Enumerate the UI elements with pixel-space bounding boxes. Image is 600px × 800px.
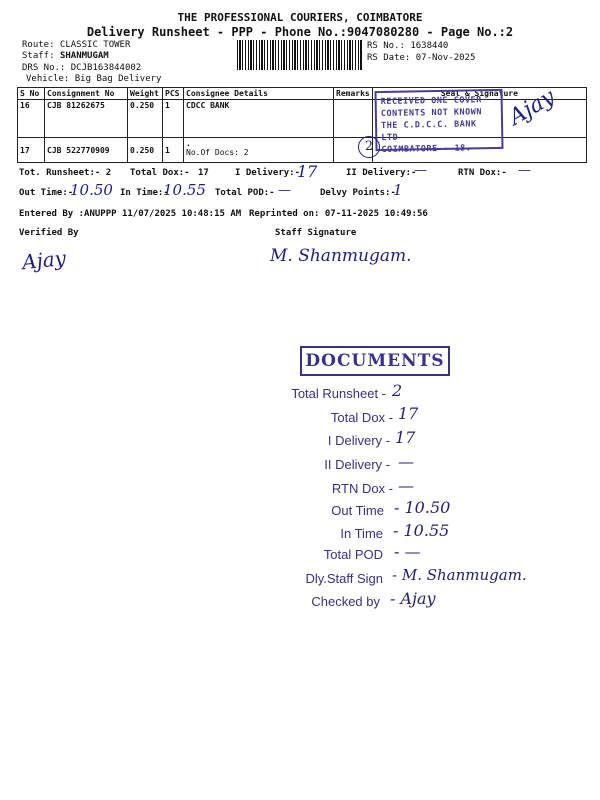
doc-staff-sign-label: Dly.Staff Sign bbox=[305, 571, 383, 586]
cell-sno: 17 bbox=[18, 138, 45, 163]
cell-consignee: CDCC BANK bbox=[184, 100, 334, 138]
vehicle: Vehicle: Big Bag Delivery bbox=[26, 74, 162, 84]
company-name: THE PROFESSIONAL COURIERS, COIMBATORE bbox=[177, 11, 423, 24]
col-consignee: Consignee Details bbox=[184, 88, 334, 100]
doc-checked-by-label: Checked by bbox=[311, 594, 380, 609]
doc-total-pod-value: - — bbox=[394, 542, 421, 561]
route: Route: CLASSIC TOWER bbox=[22, 40, 131, 50]
staff-signature: M. Shanmugam. bbox=[270, 246, 412, 266]
staff-line bbox=[22, 51, 109, 61]
col-weight: Weight bbox=[128, 88, 163, 100]
total-pod-value: — bbox=[278, 183, 291, 198]
doc-i-delivery-value: 17 bbox=[395, 428, 416, 447]
total-dox-label: Total Dox:- bbox=[130, 168, 190, 178]
out-time-label: Out Time:- bbox=[19, 188, 74, 198]
cell-weight: 0.250 bbox=[128, 138, 163, 163]
i-delivery-value: 17 bbox=[297, 162, 318, 181]
doc-total-pod-label: Total POD bbox=[323, 547, 383, 562]
verified-by-label: Verified By bbox=[19, 228, 79, 238]
col-pcs: PCS bbox=[163, 88, 184, 100]
no-of-docs: No.Of Docs: 2 bbox=[186, 148, 249, 157]
reprinted-on: Reprinted on: 07-11-2025 10:49:56 bbox=[249, 209, 428, 219]
delvy-points-value: 1 bbox=[393, 181, 403, 199]
in-time-label: In Time:- bbox=[120, 188, 169, 198]
doc-ii-delivery-value: — bbox=[398, 452, 414, 471]
stamp-line: THE C.D.C.C. BANK LTD bbox=[381, 119, 477, 144]
stamp-line: COIMBATORE - 18. bbox=[381, 143, 472, 156]
rs-date: RS Date: 07-Nov-2025 bbox=[367, 53, 476, 63]
doc-rtn-dox-label: RTN Dox - bbox=[331, 481, 393, 496]
total-dox-value: 17 bbox=[198, 168, 209, 178]
doc-i-delivery-label: I Delivery - bbox=[327, 433, 390, 448]
bank-seal-stamp bbox=[374, 89, 503, 156]
runsheet-title: Delivery Runsheet - PPP - Phone No.:9047080280 - Page No.:2 bbox=[86, 25, 514, 39]
doc-ii-delivery-label: II Delivery - bbox=[324, 457, 390, 472]
rs-number: RS No.: 1638440 bbox=[367, 41, 449, 51]
doc-in-time-label: In Time bbox=[340, 526, 383, 541]
cell-remarks bbox=[334, 100, 373, 138]
doc-out-time-value: - 10.50 bbox=[394, 498, 451, 517]
col-sno: S No bbox=[18, 88, 45, 100]
cell-pcs: 1 bbox=[163, 138, 184, 163]
seal-signature: Ajay bbox=[504, 84, 560, 131]
cell-sno: 16 bbox=[18, 100, 45, 138]
rtn-dox-label: RTN Dox:- bbox=[458, 168, 507, 178]
rtn-dox-value: — bbox=[518, 163, 531, 178]
doc-total-dox-value: 17 bbox=[398, 404, 419, 423]
ii-delivery-value: — bbox=[414, 163, 427, 178]
documents-stamp-title: DOCUMENTS bbox=[300, 346, 450, 376]
tot-runsheet: Tot. Runsheet:- 2 bbox=[19, 168, 112, 178]
staff-label: Staff: bbox=[22, 51, 55, 61]
cell-weight: 0.250 bbox=[128, 100, 163, 138]
delvy-points-label: Delvy Points:- bbox=[320, 188, 396, 198]
remark-circle: 2 bbox=[358, 136, 380, 158]
ii-delivery-label: II Delivery:- bbox=[346, 168, 417, 178]
col-seal: Seal & Signature bbox=[372, 88, 586, 100]
cell-pcs: 1 bbox=[163, 100, 184, 138]
staff-name: SHANMUGAM bbox=[59, 51, 109, 61]
consignee-dot: . bbox=[186, 139, 191, 148]
doc-checked-by-value: - Ajay bbox=[390, 589, 436, 608]
drs-number: DRS No.: DCJB163844002 bbox=[22, 63, 142, 73]
doc-total-dox-label: Total Dox - bbox=[330, 410, 393, 425]
cell-consignment: CJB 81262675 bbox=[45, 100, 128, 138]
entered-by: Entered By :ANUPPP 11/07/2025 10:48:15 AM bbox=[19, 209, 242, 219]
in-time-value: 10.55 bbox=[163, 181, 206, 199]
doc-total-runsheet-value: 2 bbox=[392, 381, 403, 400]
barcode bbox=[237, 40, 362, 70]
stamp-line: RECEIVED ONE COVER bbox=[380, 95, 482, 108]
cell-consignee bbox=[184, 138, 334, 163]
col-consignment: Consignment No bbox=[45, 88, 128, 100]
stamp-line: CONTENTS NOT KNOWN bbox=[380, 107, 483, 120]
i-delivery-label: I Delivery:- bbox=[235, 168, 301, 178]
cell-consignment: CJB 522770909 bbox=[45, 138, 128, 163]
doc-rtn-dox-value: — bbox=[398, 476, 414, 495]
verified-signature: Ajay bbox=[20, 245, 68, 275]
doc-in-time-value: - 10.55 bbox=[393, 521, 450, 540]
out-time-value: 10.50 bbox=[70, 181, 113, 199]
doc-staff-sign-value: - M. Shanmugam. bbox=[392, 566, 527, 584]
total-pod-label: Total POD:- bbox=[215, 188, 275, 198]
doc-out-time-label: Out Time bbox=[331, 503, 384, 518]
doc-total-runsheet-label: Total Runsheet - bbox=[291, 386, 386, 401]
col-remarks: Remarks bbox=[334, 88, 373, 100]
staff-signature-label: Staff Signature bbox=[275, 228, 357, 238]
